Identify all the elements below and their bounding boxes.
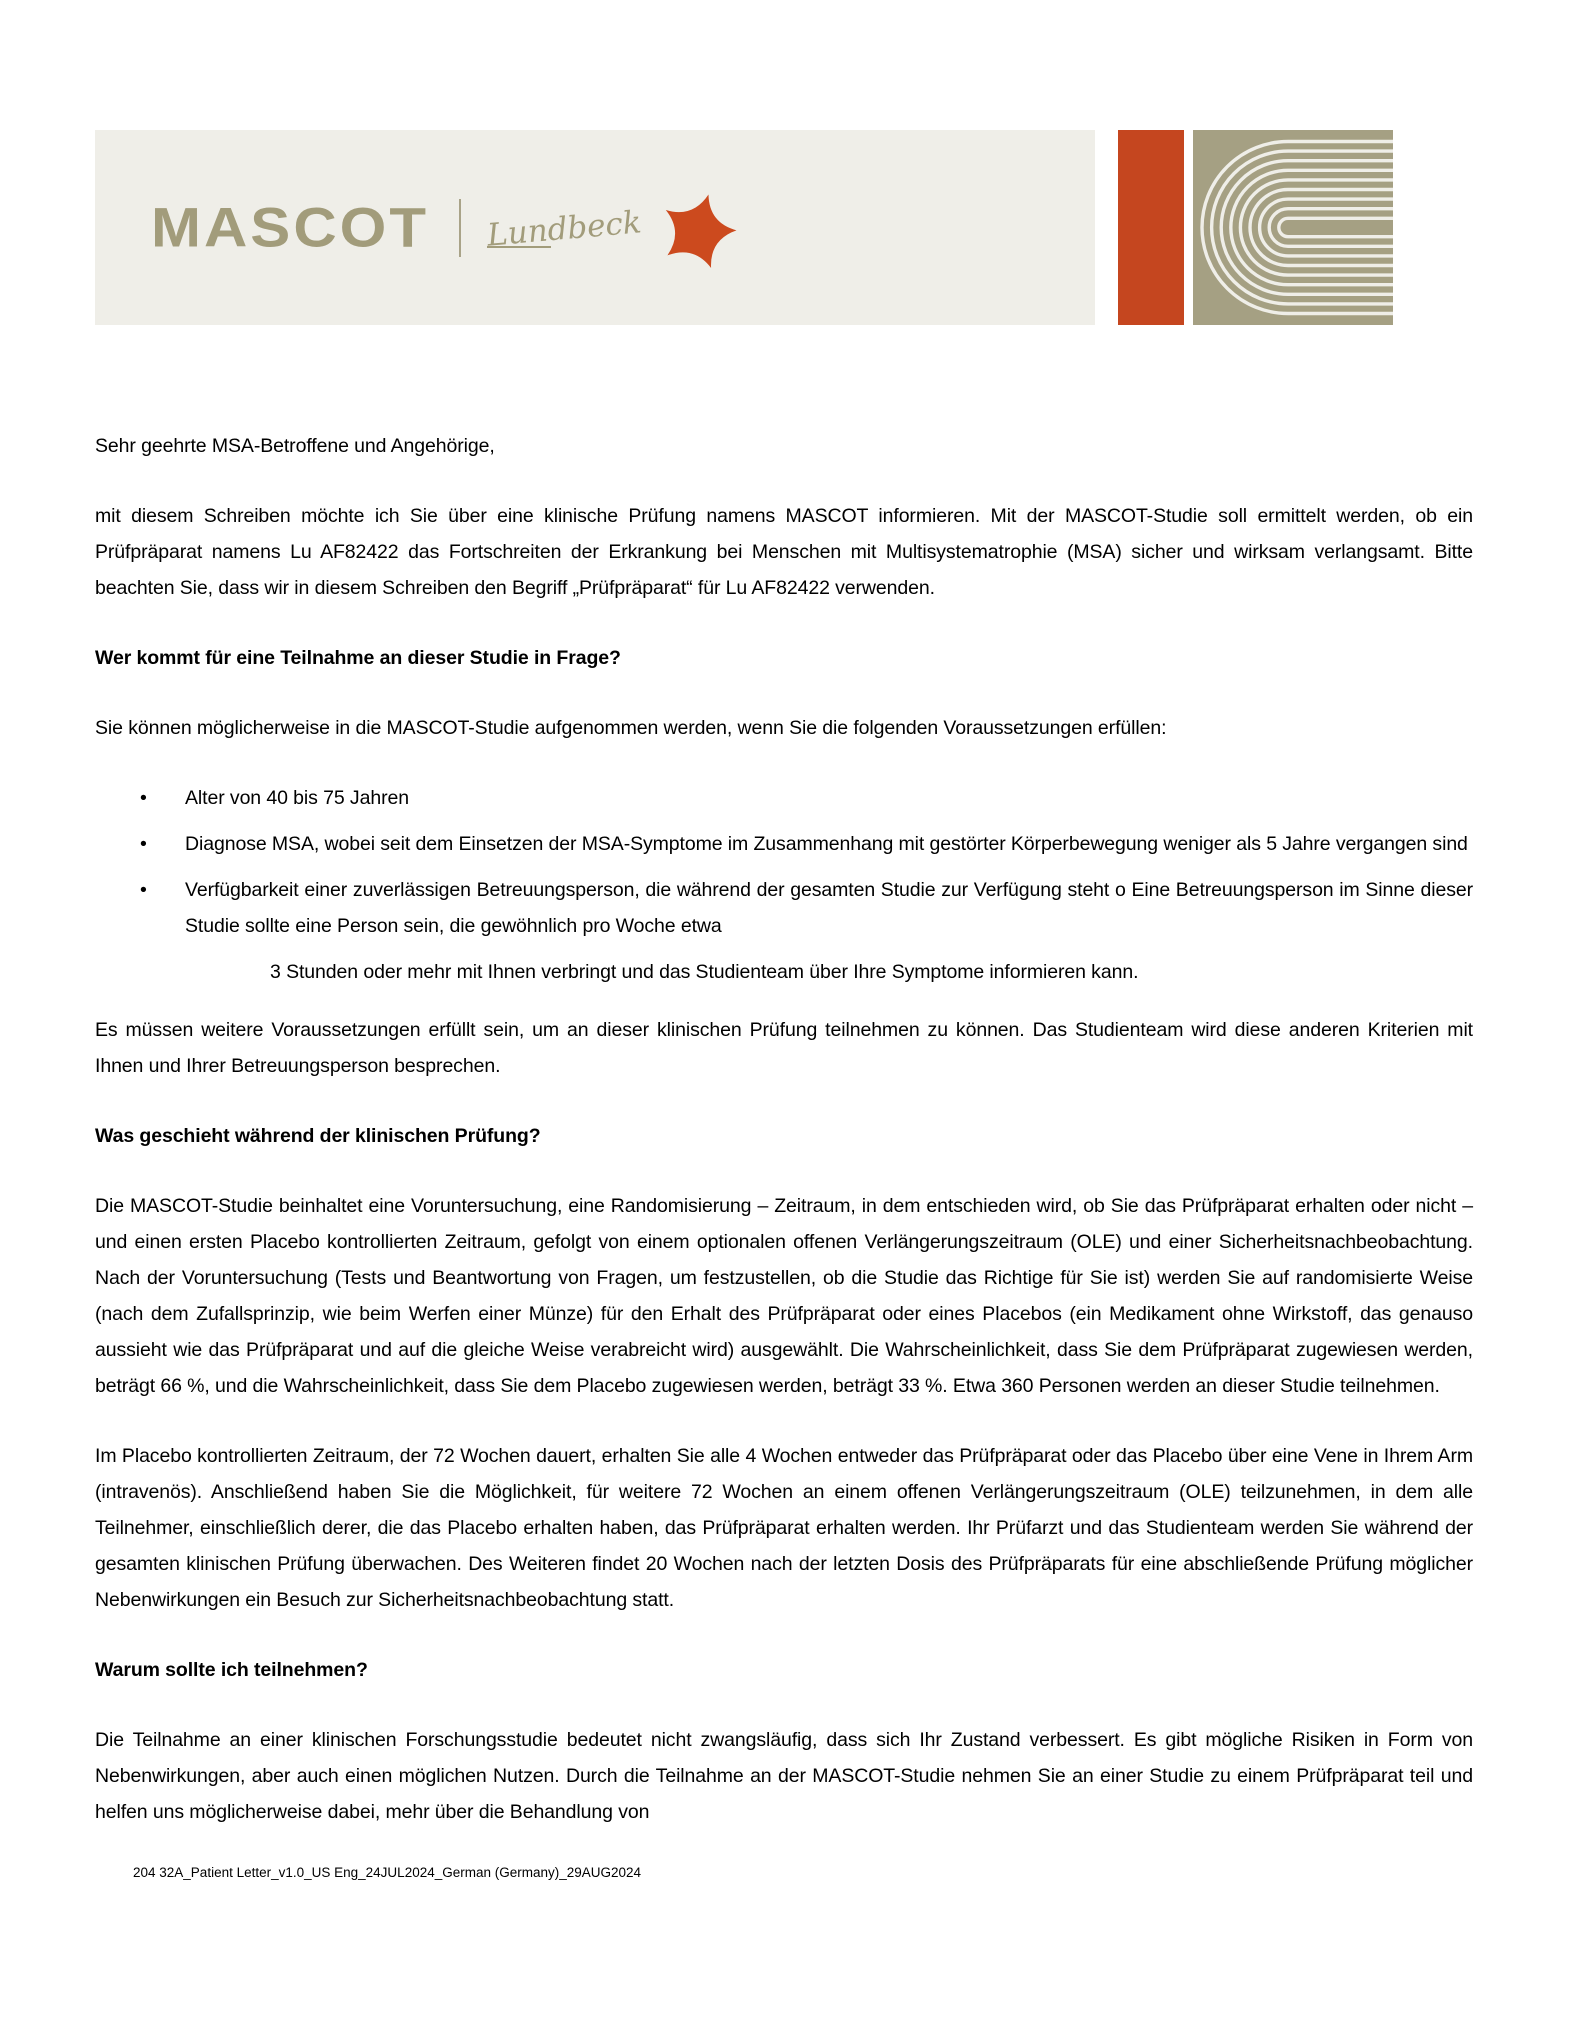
letter-body (95, 428, 1473, 1882)
lundbeck-logo-wrap (485, 204, 643, 254)
why-heading: Warum sollte ich teilnehmen? (95, 1659, 368, 1681)
bullet-item (95, 872, 1473, 944)
eligibility-note: Es müssen weitere Voraussetzungen erfüllt sein, um an dieser klinischen Prüfung teilnehmen zu können. Das Studienteam wird diese anderen Kriterien mit Ihnen und Ihrer Betreuungsperson besprechen. (95, 1019, 1473, 1077)
logo-divider (459, 199, 461, 257)
procedure-paragraph-1: Die MASCOT-Studie beinhaltet eine Voruntersuchung, eine Randomisierung – Zeitraum, in dem entschieden wird, ob Sie das Prüfpräparat erhalten oder nicht – und einen ersten Placebo kontrollierten Zeitraum, gefolgt von einem optionalen offenen Verlängerungszeitraum (OLE) und einer Sicherheitsnachbeobachtung. Nach der Voruntersuchung (Tests und Beantwortung von Fragen, um festzustellen, ob die Studie das Richtige für Sie ist) werden Sie auf randomisierte Weise (nach dem Zufallsprinzip, wie beim Werfen einer Münze) für den Erhalt des Prüfpräparat oder eines Placebos (ein Medikament ohne Wirkstoff, das genauso aussieht wie das Prüfpräparat und auf die gleiche Weise verabreicht wird) ausgewählt. Die Wahrscheinlichkeit, dass Sie dem Prüfpräparat zugewiesen werden, beträgt 66 %, und die Wahrscheinlichkeit, dass Sie dem Placebo zugewiesen werden, beträgt 33 %. Etwa 360 Personen werden an dieser Studie teilnehmen. (95, 1195, 1473, 1397)
bullet-text: Alter von 40 bis 75 Jahren (185, 787, 409, 809)
bullet-icon: • (140, 879, 147, 901)
mascot-logo: MASCOT (151, 196, 429, 258)
eligibility-bullet-list (95, 780, 1473, 990)
greeting: Sehr geehrte MSA-Betroffene und Angehörige, (95, 435, 495, 457)
header-banner (95, 130, 1095, 325)
concentric-lines-icon (1193, 130, 1393, 325)
bullet-icon: • (140, 787, 147, 809)
intro-paragraph: mit diesem Schreiben möchte ich Sie über eine klinische Prüfung namens MASCOT informieren. Mit der MASCOT-Studie soll ermittelt werden, ob ein Prüfpräparat namens Lu AF82422 das Fortschreiten der Erkrankung bei Menschen mit Multisystematrophie (MSA) sicher und wirksam verlangsamt. Bitte beachten Sie, dass wir in diesem Schreiben den Begriff „Prüfpräparat“ für Lu AF82422 verwenden. (95, 505, 1473, 599)
bullet-icon: • (140, 833, 147, 855)
bullet-text: Diagnose MSA, wobei seit dem Einsetzen der MSA-Symptome im Zusammenhang mit gestörter Körperbewegung weniger als 5 Jahre vergangen sind (185, 833, 1468, 855)
why-paragraph: Die Teilnahme an einer klinischen Forschungsstudie bedeutet nicht zwangsläufig, dass sich Ihr Zustand verbessert. Es gibt mögliche Risiken in Form von Nebenwirkungen, aber auch einen möglichen Nutzen. Durch die Teilnahme an der MASCOT-Studie nehmen Sie an einer Studie zu einem Prüfpräparat teil und helfen uns möglicherweise dabei, mehr über die Behandlung von (95, 1729, 1473, 1823)
eligibility-lead: Sie können möglicherweise in die MASCOT-Studie aufgenommen werden, wenn Sie die folgenden Voraussetzungen erfüllen: (95, 717, 1167, 739)
procedure-heading: Was geschieht während der klinischen Prüfung? (95, 1125, 541, 1147)
starfish-icon (650, 172, 745, 286)
procedure-paragraph-2: Im Placebo kontrollierten Zeitraum, der 72 Wochen dauert, erhalten Sie alle 4 Wochen entweder das Prüfpräparat oder das Placebo über eine Vene in Ihrem Arm (intravenös). Anschließend haben Sie die Möglichkeit, für weitere 72 Wochen an einem offenen Verlängerungszeitraum (OLE) teilzunehmen, in dem alle Teilnehmer, einschließlich derer, die das Placebo erhalten haben, das Prüfpräparat erhalten werden. Ihr Prüfarzt und das Studienteam werden Sie während der gesamten klinischen Prüfung überwachen. Des Weiteren findet 20 Wochen nach der letzten Dosis des Prüfpräparats für eine abschließende Prüfung möglicher Nebenwirkungen ein Besuch zur Sicherheitsnachbeobachtung statt. (95, 1445, 1473, 1611)
bullet-continuation: 3 Stunden oder mehr mit Ihnen verbringt und das Studienteam über Ihre Symptome informieren kann. (270, 961, 1139, 983)
header-accent-bar (1118, 130, 1184, 325)
lundbeck-logo: Lundbeck (485, 204, 643, 254)
bullet-text: Verfügbarkeit einer zuverlässigen Betreuungsperson, die während der gesamten Studie zur Verfügung steht o Eine Betreuungsperson im Sinne dieser Studie sollte eine Person sein, die gewöhnlich pro Woche etwa (185, 879, 1473, 937)
bullet-item (95, 780, 1473, 816)
document-id-footer: 204 32A_Patient Letter_v1.0_US Eng_24JUL2024_German (Germany)_29AUG2024 (133, 1865, 642, 1880)
eligibility-heading: Wer kommt für eine Teilnahme an dieser Studie in Frage? (95, 647, 621, 669)
bullet-item (95, 826, 1473, 862)
